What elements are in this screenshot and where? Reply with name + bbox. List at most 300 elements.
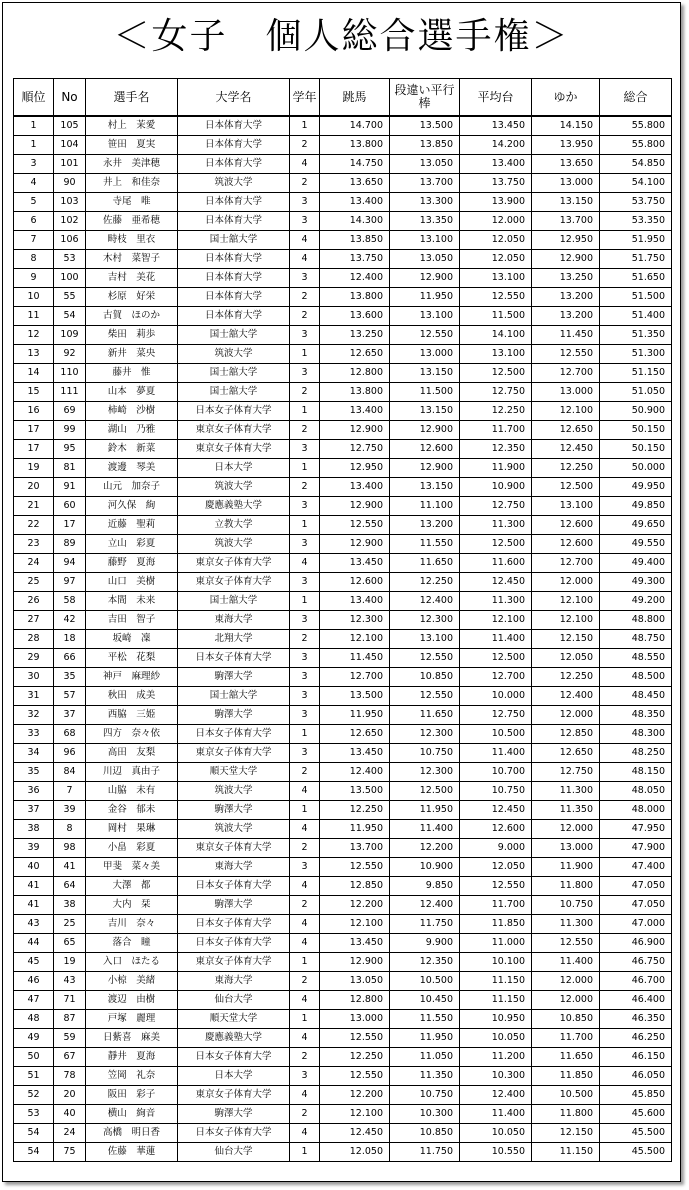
no-cell: 53 [54, 250, 86, 269]
total-cell: 51.500 [600, 288, 672, 307]
uneven-bars-cell: 12.600 [390, 440, 460, 459]
year-cell: 2 [290, 174, 320, 193]
total-cell: 48.500 [600, 668, 672, 687]
no-cell: 97 [54, 573, 86, 592]
uneven-bars-cell: 10.500 [390, 972, 460, 991]
total-cell: 51.150 [600, 364, 672, 383]
floor-cell: 10.750 [532, 896, 600, 915]
table-row [14, 991, 672, 1010]
rank-cell: 22 [14, 516, 54, 535]
vault-cell: 13.650 [320, 174, 390, 193]
beam-cell: 11.300 [460, 516, 532, 535]
beam-cell: 10.950 [460, 1010, 532, 1029]
total-cell: 51.650 [600, 269, 672, 288]
university-cell: 日本女子体育大学 [178, 402, 290, 421]
table-row [14, 782, 672, 801]
vault-cell: 13.700 [320, 839, 390, 858]
table-row [14, 687, 672, 706]
total-cell: 46.250 [600, 1029, 672, 1048]
rank-cell: 35 [14, 763, 54, 782]
table-row [14, 1143, 672, 1162]
university-cell: 立教大学 [178, 516, 290, 535]
year-cell: 1 [290, 953, 320, 972]
university-cell: 筑波大学 [178, 535, 290, 554]
total-cell: 50.000 [600, 459, 672, 478]
uneven-bars-cell: 10.300 [390, 1105, 460, 1124]
no-cell: 18 [54, 630, 86, 649]
floor-cell: 11.800 [532, 1105, 600, 1124]
uneven-bars-cell: 12.300 [390, 611, 460, 630]
table-row [14, 801, 672, 820]
vault-cell: 13.400 [320, 402, 390, 421]
total-cell: 47.900 [600, 839, 672, 858]
uneven-bars-cell: 13.150 [390, 364, 460, 383]
floor-cell: 13.100 [532, 497, 600, 516]
table-row [14, 231, 672, 250]
beam-cell: 12.050 [460, 231, 532, 250]
name-cell: 寺尾 唯 [86, 193, 178, 212]
floor-cell: 12.900 [532, 250, 600, 269]
results-sheet [2, 2, 681, 1182]
year-cell: 3 [290, 193, 320, 212]
total-cell: 46.350 [600, 1010, 672, 1029]
table-row [14, 1086, 672, 1105]
rank-cell: 10 [14, 288, 54, 307]
rank-cell: 50 [14, 1048, 54, 1067]
floor-cell: 12.100 [532, 592, 600, 611]
year-cell: 2 [290, 896, 320, 915]
total-cell: 48.150 [600, 763, 672, 782]
total-cell: 51.400 [600, 307, 672, 326]
beam-cell: 11.600 [460, 554, 532, 573]
university-cell: 日本女子体育大学 [178, 1124, 290, 1143]
table-row [14, 193, 672, 212]
uneven-bars-cell: 11.950 [390, 288, 460, 307]
floor-cell: 12.400 [532, 687, 600, 706]
table-row [14, 478, 672, 497]
rank-cell: 7 [14, 231, 54, 250]
beam-cell: 11.000 [460, 934, 532, 953]
year-cell: 3 [290, 573, 320, 592]
university-cell: 日本体育大学 [178, 269, 290, 288]
no-cell: 102 [54, 212, 86, 231]
table-row [14, 1010, 672, 1029]
vault-cell: 13.450 [320, 554, 390, 573]
table-row [14, 345, 672, 364]
no-cell: 104 [54, 136, 86, 155]
year-cell: 4 [290, 915, 320, 934]
vault-cell: 11.450 [320, 649, 390, 668]
name-cell: 山脇 未有 [86, 782, 178, 801]
vault-cell: 13.800 [320, 383, 390, 402]
beam-cell: 11.700 [460, 421, 532, 440]
uneven-bars-cell: 11.050 [390, 1048, 460, 1067]
beam-cell: 10.100 [460, 953, 532, 972]
university-cell: 東京女子体育大学 [178, 953, 290, 972]
uneven-bars-cell: 12.500 [390, 782, 460, 801]
uneven-bars-cell: 11.650 [390, 554, 460, 573]
university-cell: 筑波大学 [178, 174, 290, 193]
floor-cell: 12.050 [532, 649, 600, 668]
year-cell: 3 [290, 668, 320, 687]
no-cell: 75 [54, 1143, 86, 1162]
total-cell: 48.750 [600, 630, 672, 649]
uneven-bars-cell: 13.700 [390, 174, 460, 193]
table-row [14, 116, 672, 136]
name-cell: 山本 夢夏 [86, 383, 178, 402]
year-cell: 4 [290, 554, 320, 573]
floor-cell: 12.150 [532, 1124, 600, 1143]
uneven-bars-cell: 11.750 [390, 1143, 460, 1162]
uneven-bars-cell: 11.100 [390, 497, 460, 516]
rank-cell: 30 [14, 668, 54, 687]
university-cell: 駒澤大学 [178, 706, 290, 725]
floor-cell: 11.900 [532, 858, 600, 877]
name-cell: 阪田 彩子 [86, 1086, 178, 1105]
beam-cell: 10.500 [460, 725, 532, 744]
floor-cell: 12.100 [532, 611, 600, 630]
total-cell: 47.000 [600, 915, 672, 934]
total-cell: 49.650 [600, 516, 672, 535]
vault-cell: 12.700 [320, 668, 390, 687]
column-header-total: 総合 [600, 79, 672, 117]
university-cell: 慶應義塾大学 [178, 497, 290, 516]
university-cell: 日本女子体育大学 [178, 725, 290, 744]
no-cell: 64 [54, 877, 86, 896]
total-cell: 55.800 [600, 116, 672, 136]
rank-cell: 17 [14, 440, 54, 459]
university-cell: 東京女子体育大学 [178, 1086, 290, 1105]
vault-cell: 12.600 [320, 573, 390, 592]
vault-cell: 12.550 [320, 516, 390, 535]
university-cell: 東京女子体育大学 [178, 554, 290, 573]
rank-cell: 1 [14, 136, 54, 155]
table-row [14, 326, 672, 345]
no-cell: 100 [54, 269, 86, 288]
total-cell: 51.950 [600, 231, 672, 250]
year-cell: 4 [290, 155, 320, 174]
no-cell: 87 [54, 1010, 86, 1029]
floor-cell: 11.450 [532, 326, 600, 345]
beam-cell: 10.050 [460, 1124, 532, 1143]
university-cell: 駒澤大学 [178, 1105, 290, 1124]
beam-cell: 11.700 [460, 896, 532, 915]
year-cell: 4 [290, 934, 320, 953]
total-cell: 45.850 [600, 1086, 672, 1105]
university-cell: 筑波大学 [178, 345, 290, 364]
no-cell: 94 [54, 554, 86, 573]
vault-cell: 12.900 [320, 953, 390, 972]
floor-cell: 12.100 [532, 402, 600, 421]
university-cell: 日本体育大学 [178, 307, 290, 326]
uneven-bars-cell: 12.400 [390, 896, 460, 915]
uneven-bars-cell: 11.550 [390, 1010, 460, 1029]
year-cell: 2 [290, 763, 320, 782]
year-cell: 3 [290, 364, 320, 383]
floor-cell: 12.150 [532, 630, 600, 649]
floor-cell: 12.000 [532, 573, 600, 592]
rank-cell: 9 [14, 269, 54, 288]
floor-cell: 12.600 [532, 535, 600, 554]
university-cell: 日本大学 [178, 459, 290, 478]
floor-cell: 13.250 [532, 269, 600, 288]
year-cell: 2 [290, 972, 320, 991]
floor-cell: 12.600 [532, 516, 600, 535]
rank-cell: 33 [14, 725, 54, 744]
year-cell: 4 [290, 250, 320, 269]
total-cell: 46.750 [600, 953, 672, 972]
floor-cell: 12.850 [532, 725, 600, 744]
rank-cell: 40 [14, 858, 54, 877]
column-header-floor: ゆか [532, 79, 600, 117]
vault-cell: 13.450 [320, 934, 390, 953]
floor-cell: 13.000 [532, 839, 600, 858]
name-cell: 平松 花梨 [86, 649, 178, 668]
beam-cell: 11.900 [460, 459, 532, 478]
table-row [14, 554, 672, 573]
name-cell: 笠岡 礼奈 [86, 1067, 178, 1086]
vault-cell: 11.950 [320, 706, 390, 725]
university-cell: 東京女子体育大学 [178, 573, 290, 592]
table-row [14, 535, 672, 554]
no-cell: 109 [54, 326, 86, 345]
vault-cell: 13.750 [320, 250, 390, 269]
name-cell: 木村 菜智子 [86, 250, 178, 269]
total-cell: 48.000 [600, 801, 672, 820]
beam-cell: 12.500 [460, 364, 532, 383]
vault-cell: 13.850 [320, 231, 390, 250]
year-cell: 1 [290, 1143, 320, 1162]
table-row [14, 383, 672, 402]
table-row [14, 611, 672, 630]
name-cell: 吉村 美花 [86, 269, 178, 288]
table-row [14, 839, 672, 858]
year-cell: 2 [290, 478, 320, 497]
university-cell: 東海大学 [178, 858, 290, 877]
name-cell: 金谷 郁未 [86, 801, 178, 820]
beam-cell: 12.100 [460, 611, 532, 630]
beam-cell: 14.100 [460, 326, 532, 345]
year-cell: 4 [290, 877, 320, 896]
year-cell: 1 [290, 725, 320, 744]
name-cell: 大内 栞 [86, 896, 178, 915]
floor-cell: 12.250 [532, 459, 600, 478]
rank-cell: 17 [14, 421, 54, 440]
uneven-bars-cell: 10.850 [390, 1124, 460, 1143]
university-cell: 東京女子体育大学 [178, 839, 290, 858]
year-cell: 2 [290, 630, 320, 649]
name-cell: 甲斐 菜々美 [86, 858, 178, 877]
year-cell: 2 [290, 136, 320, 155]
floor-cell: 11.300 [532, 782, 600, 801]
beam-cell: 10.750 [460, 782, 532, 801]
name-cell: 永井 美津穂 [86, 155, 178, 174]
name-cell: 四方 奈々依 [86, 725, 178, 744]
rank-cell: 54 [14, 1124, 54, 1143]
university-cell: 日本女子体育大学 [178, 934, 290, 953]
total-cell: 46.900 [600, 934, 672, 953]
name-cell: 戸塚 麗理 [86, 1010, 178, 1029]
no-cell: 8 [54, 820, 86, 839]
floor-cell: 10.500 [532, 1086, 600, 1105]
floor-cell: 11.400 [532, 953, 600, 972]
name-cell: 小畠 彩夏 [86, 839, 178, 858]
beam-cell: 12.000 [460, 212, 532, 231]
rank-cell: 53 [14, 1105, 54, 1124]
total-cell: 45.500 [600, 1143, 672, 1162]
uneven-bars-cell: 11.650 [390, 706, 460, 725]
table-row [14, 573, 672, 592]
rank-cell: 41 [14, 896, 54, 915]
university-cell: 国士舘大学 [178, 326, 290, 345]
no-cell: 84 [54, 763, 86, 782]
beam-cell: 12.750 [460, 383, 532, 402]
rank-cell: 8 [14, 250, 54, 269]
year-cell: 4 [290, 1124, 320, 1143]
university-cell: 日本体育大学 [178, 136, 290, 155]
name-cell: 本間 未来 [86, 592, 178, 611]
floor-cell: 12.000 [532, 972, 600, 991]
university-cell: 日本体育大学 [178, 116, 290, 136]
table-row [14, 1029, 672, 1048]
rank-cell: 43 [14, 915, 54, 934]
vault-cell: 14.700 [320, 116, 390, 136]
floor-cell: 10.850 [532, 1010, 600, 1029]
name-cell: 佐藤 亜希穂 [86, 212, 178, 231]
table-row [14, 1124, 672, 1143]
rank-cell: 47 [14, 991, 54, 1010]
beam-cell: 13.750 [460, 174, 532, 193]
floor-cell: 11.850 [532, 1067, 600, 1086]
beam-cell: 11.500 [460, 307, 532, 326]
name-cell: 湖山 乃雅 [86, 421, 178, 440]
no-cell: 71 [54, 991, 86, 1010]
uneven-bars-cell: 11.500 [390, 383, 460, 402]
name-cell: 畤枝 里衣 [86, 231, 178, 250]
beam-cell: 13.100 [460, 269, 532, 288]
uneven-bars-cell: 13.350 [390, 212, 460, 231]
university-cell: 日本体育大学 [178, 155, 290, 174]
uneven-bars-cell: 9.850 [390, 877, 460, 896]
no-cell: 7 [54, 782, 86, 801]
university-cell: 東京女子体育大学 [178, 744, 290, 763]
total-cell: 51.300 [600, 345, 672, 364]
table-row [14, 1105, 672, 1124]
beam-cell: 9.000 [460, 839, 532, 858]
table-row [14, 630, 672, 649]
year-cell: 2 [290, 1105, 320, 1124]
no-cell: 81 [54, 459, 86, 478]
uneven-bars-cell: 12.550 [390, 687, 460, 706]
rank-cell: 44 [14, 934, 54, 953]
beam-cell: 13.450 [460, 116, 532, 136]
rank-cell: 6 [14, 212, 54, 231]
no-cell: 89 [54, 535, 86, 554]
floor-cell: 12.500 [532, 478, 600, 497]
vault-cell: 12.550 [320, 1067, 390, 1086]
name-cell: 山口 美樹 [86, 573, 178, 592]
vault-cell: 13.050 [320, 972, 390, 991]
results-table [13, 78, 672, 1162]
vault-cell: 12.550 [320, 1029, 390, 1048]
table-row [14, 877, 672, 896]
no-cell: 106 [54, 231, 86, 250]
beam-cell: 11.400 [460, 744, 532, 763]
university-cell: 順天堂大学 [178, 1010, 290, 1029]
vault-cell: 12.800 [320, 364, 390, 383]
no-cell: 110 [54, 364, 86, 383]
uneven-bars-cell: 13.200 [390, 516, 460, 535]
vault-cell: 13.600 [320, 307, 390, 326]
beam-cell: 11.150 [460, 991, 532, 1010]
total-cell: 50.150 [600, 440, 672, 459]
floor-cell: 11.350 [532, 801, 600, 820]
no-cell: 68 [54, 725, 86, 744]
rank-cell: 21 [14, 497, 54, 516]
table-row [14, 592, 672, 611]
beam-cell: 12.050 [460, 858, 532, 877]
rank-cell: 20 [14, 478, 54, 497]
beam-cell: 12.700 [460, 668, 532, 687]
vault-cell: 12.750 [320, 440, 390, 459]
floor-cell: 11.300 [532, 915, 600, 934]
floor-cell: 12.700 [532, 554, 600, 573]
floor-cell: 13.150 [532, 193, 600, 212]
year-cell: 4 [290, 782, 320, 801]
table-row [14, 307, 672, 326]
uneven-bars-cell: 11.550 [390, 535, 460, 554]
uneven-bars-cell: 10.450 [390, 991, 460, 1010]
name-cell: 高田 友梨 [86, 744, 178, 763]
table-row [14, 212, 672, 231]
total-cell: 47.050 [600, 877, 672, 896]
no-cell: 65 [54, 934, 86, 953]
vault-cell: 12.100 [320, 630, 390, 649]
table-row [14, 174, 672, 193]
rank-cell: 34 [14, 744, 54, 763]
floor-cell: 12.650 [532, 421, 600, 440]
uneven-bars-cell: 13.850 [390, 136, 460, 155]
no-cell: 78 [54, 1067, 86, 1086]
total-cell: 48.350 [600, 706, 672, 725]
university-cell: 駒澤大学 [178, 896, 290, 915]
vault-cell: 13.400 [320, 592, 390, 611]
name-cell: 落合 瞳 [86, 934, 178, 953]
university-cell: 筑波大学 [178, 478, 290, 497]
vault-cell: 12.650 [320, 725, 390, 744]
floor-cell: 11.700 [532, 1029, 600, 1048]
floor-cell: 13.700 [532, 212, 600, 231]
beam-cell: 12.250 [460, 402, 532, 421]
year-cell: 3 [290, 269, 320, 288]
total-cell: 50.150 [600, 421, 672, 440]
no-cell: 38 [54, 896, 86, 915]
university-cell: 日本体育大学 [178, 250, 290, 269]
university-cell: 国士舘大学 [178, 383, 290, 402]
vault-cell: 12.250 [320, 801, 390, 820]
no-cell: 35 [54, 668, 86, 687]
beam-cell: 11.400 [460, 630, 532, 649]
uneven-bars-cell: 13.300 [390, 193, 460, 212]
university-cell: 日本女子体育大学 [178, 915, 290, 934]
year-cell: 3 [290, 326, 320, 345]
beam-cell: 13.400 [460, 155, 532, 174]
table-row [14, 649, 672, 668]
vault-cell: 13.400 [320, 193, 390, 212]
total-cell: 49.200 [600, 592, 672, 611]
total-cell: 46.700 [600, 972, 672, 991]
rank-cell: 4 [14, 174, 54, 193]
